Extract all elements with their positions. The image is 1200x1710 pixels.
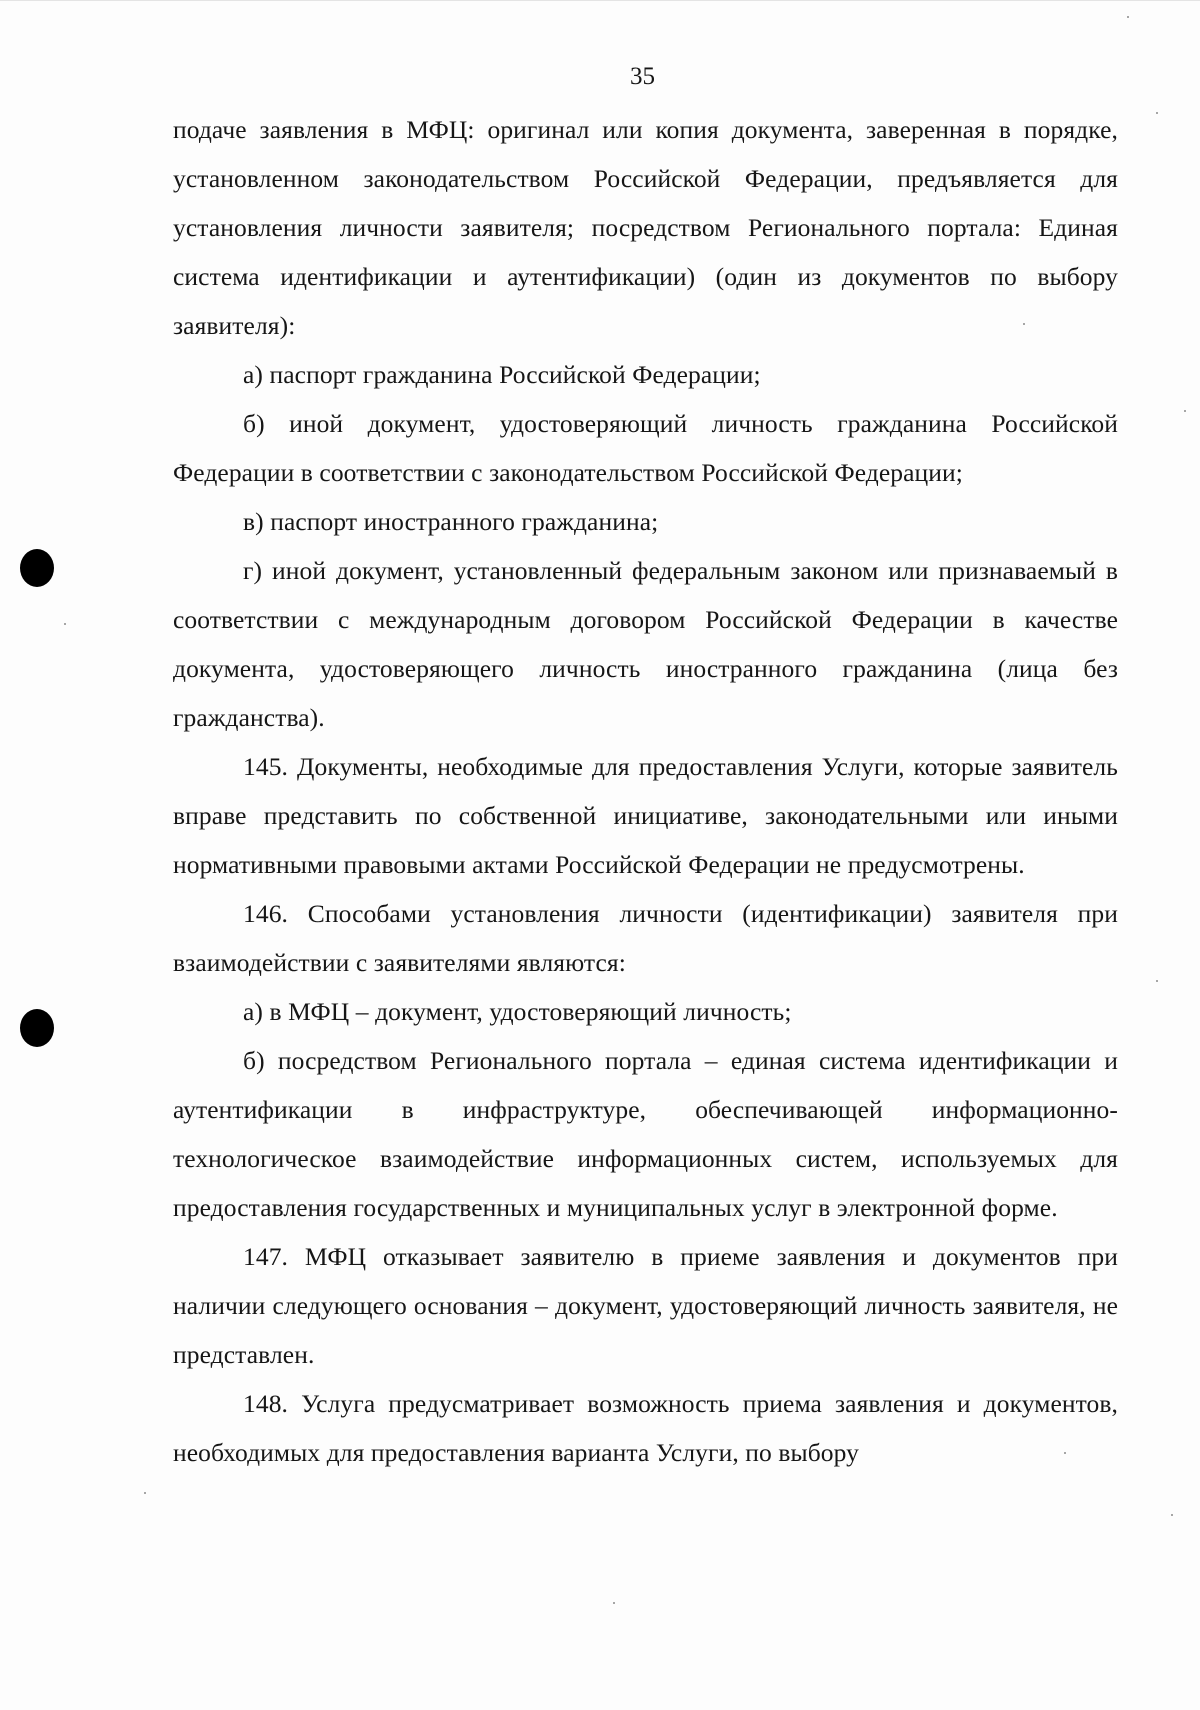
- clause-145: 145. Документы, необходимые для предоставления Услуги, которые заявитель вправе представить по собственной инициативе, законодательными или иными нормативными правовыми актами Российской Федерации не предусмотрены.: [173, 752, 1118, 879]
- list-item-d-other-foreign-document: г) иной документ, установленный федеральным законом или признаваемый в соответствии с международным договором Российской Федерации в качестве документа, удостоверяющего личность иностранного гражданина (лица без гражданства).: [173, 556, 1118, 732]
- scan-speck: [1156, 112, 1158, 114]
- list-item-c-foreign-passport: в) паспорт иностранного гражданина;: [243, 507, 659, 536]
- clause-148: 148. Услуга предусматривает возможность приема заявления и документов, необходимых для предоставления варианта Услуги, по выбору: [173, 1389, 1118, 1467]
- scan-speck: [64, 623, 66, 625]
- punch-hole-bottom: [20, 1009, 54, 1047]
- clause-147: 147. МФЦ отказывает заявителю в приеме заявления и документов при наличии следующего основания – документ, удостоверяющий личность заявителя, не представлен.: [173, 1242, 1118, 1369]
- scan-speck: [1184, 410, 1186, 412]
- list-item-b-other-document: б) иной документ, удостоверяющий личность гражданина Российской Федерации в соответствии с законодательством Российской Федерации;: [173, 409, 1118, 487]
- scan-edge-line: [0, 0, 1200, 1]
- scan-speck: [613, 1602, 615, 1604]
- clause-146-item-a: а) в МФЦ – документ, удостоверяющий личность;: [243, 997, 792, 1026]
- scan-speck: [144, 1492, 146, 1494]
- scan-speck: [1127, 16, 1129, 18]
- list-item-a-passport: а) паспорт гражданина Российской Федерации;: [243, 360, 761, 389]
- scan-speck: [1156, 980, 1158, 982]
- paragraph-continuation: подаче заявления в МФЦ: оригинал или копия документа, заверенная в порядке, установленном законодательством Российской Федерации, предъявляется для установления личности заявителя; посредством Регионального портала: Единая система идентификации и аутентификации) (один из документов по выбору заявителя):: [173, 115, 1118, 340]
- clause-146-item-b: б) посредством Регионального портала – единая система идентификации и аутентификации в инфраструктуре, обеспечивающей информационно-технологическое взаимодействие информационных систем, используемых для предоставления государственных и муниципальных услуг в электронной форме.: [173, 1046, 1118, 1222]
- scan-speck: [1171, 1514, 1173, 1516]
- punch-hole-top: [20, 549, 54, 587]
- document-body: [173, 105, 1118, 1477]
- page-number: 35: [630, 63, 655, 90]
- clause-146: 146. Способами установления личности (идентификации) заявителя при взаимодействии с заявителями являются:: [173, 899, 1118, 977]
